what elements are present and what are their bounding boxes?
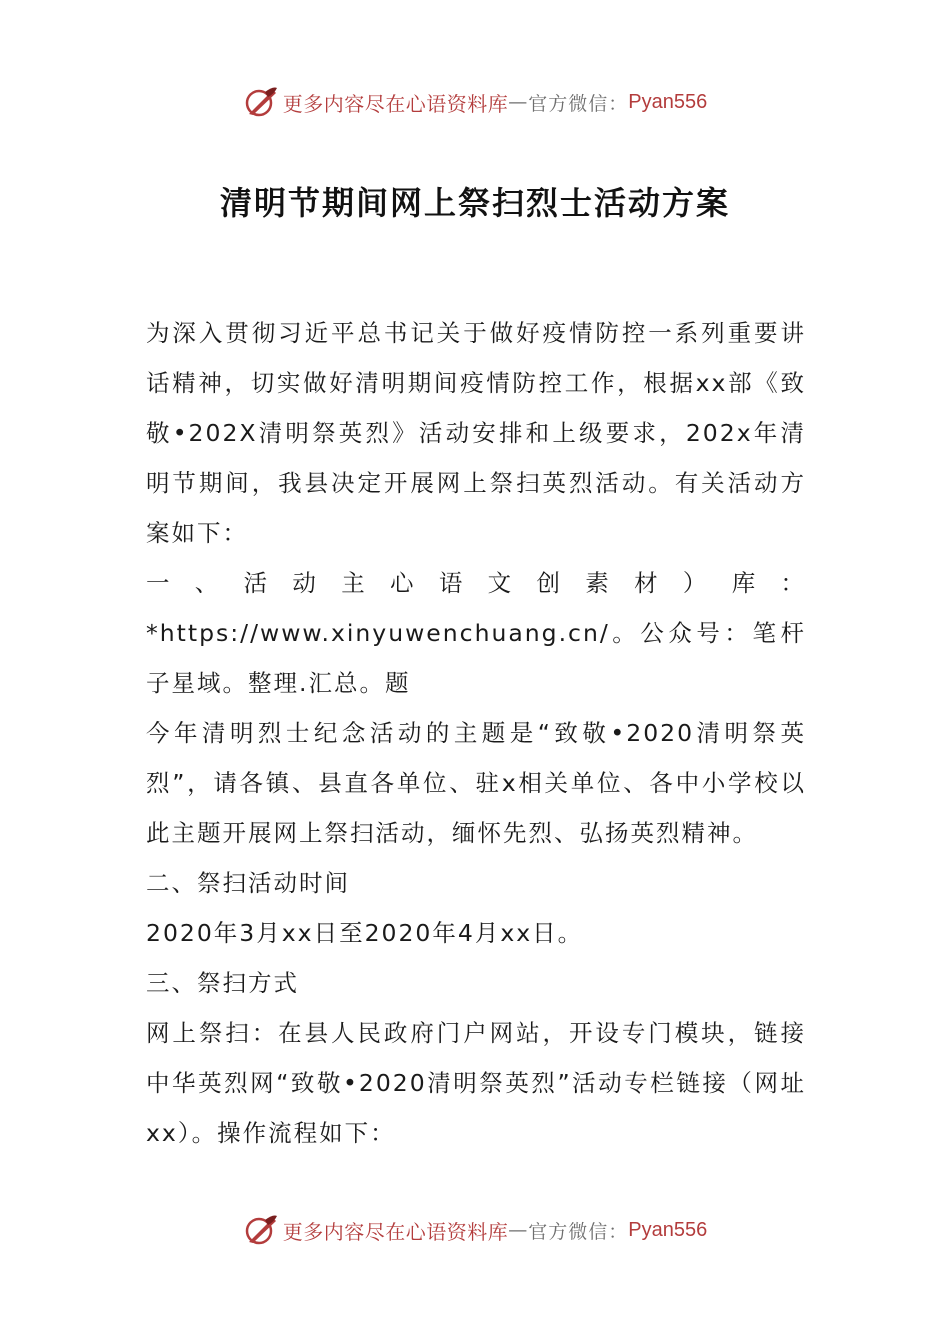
quill-logo-icon <box>243 84 279 120</box>
paragraph-section-2-heading: 二、祭扫活动时间 <box>146 869 350 897</box>
footer-banner <box>0 1210 950 1250</box>
header-banner <box>0 82 950 122</box>
document-title: 清明节期间网上祭扫烈士活动方案 <box>219 184 730 222</box>
paragraph-section-1-heading: 一、活动主心语文创素材）库：*https://www.xinyuwenchuang.cn/。公众号：笔杆子星域。整理.汇总。题 <box>146 569 806 697</box>
footer-separator: — <box>508 1219 529 1241</box>
paragraph-time: 2020年3月xx日至2020年4月xx日。 <box>146 919 584 947</box>
paragraph-theme: 今年清明烈士纪念活动的主题是“致敬•2020清明祭英烈”，请各镇、县直各单位、驻x相关单位、各中小学校以此主题开展网上祭扫活动，缅怀先烈、弘扬英烈精神。 <box>146 719 806 847</box>
paragraph-method: 网上祭扫：在县人民政府门户网站，开设专门模块，链接中华英烈网“致敬•2020清明祭英烈”活动专栏链接（网址xx）。操作流程如下： <box>146 1019 806 1147</box>
document-body <box>146 308 806 1158</box>
paragraph-section-3-heading: 三、祭扫方式 <box>146 969 299 997</box>
header-brand-text: 更多内容尽在心语资料库 <box>282 91 509 116</box>
footer-wechat-label: 官方微信： <box>528 1220 629 1243</box>
header-wechat-id: Pyan556 <box>628 90 708 113</box>
footer-brand-text: 更多内容尽在心语资料库 <box>282 1219 509 1244</box>
paragraph-intro: 为深入贯彻习近平总书记关于做好疫情防控一系列重要讲话精神，切实做好清明期间疫情防控工作，根据xx部《致敬•202X清明祭英烈》活动安排和上级要求，202x年清明节期间，我县决定开展网上祭扫英烈活动。有关活动方案如下： <box>146 319 806 547</box>
header-wechat-label: 官方微信： <box>528 92 629 115</box>
quill-logo-icon <box>243 1212 279 1248</box>
footer-wechat-id: Pyan556 <box>628 1218 708 1241</box>
header-separator: — <box>508 91 529 113</box>
